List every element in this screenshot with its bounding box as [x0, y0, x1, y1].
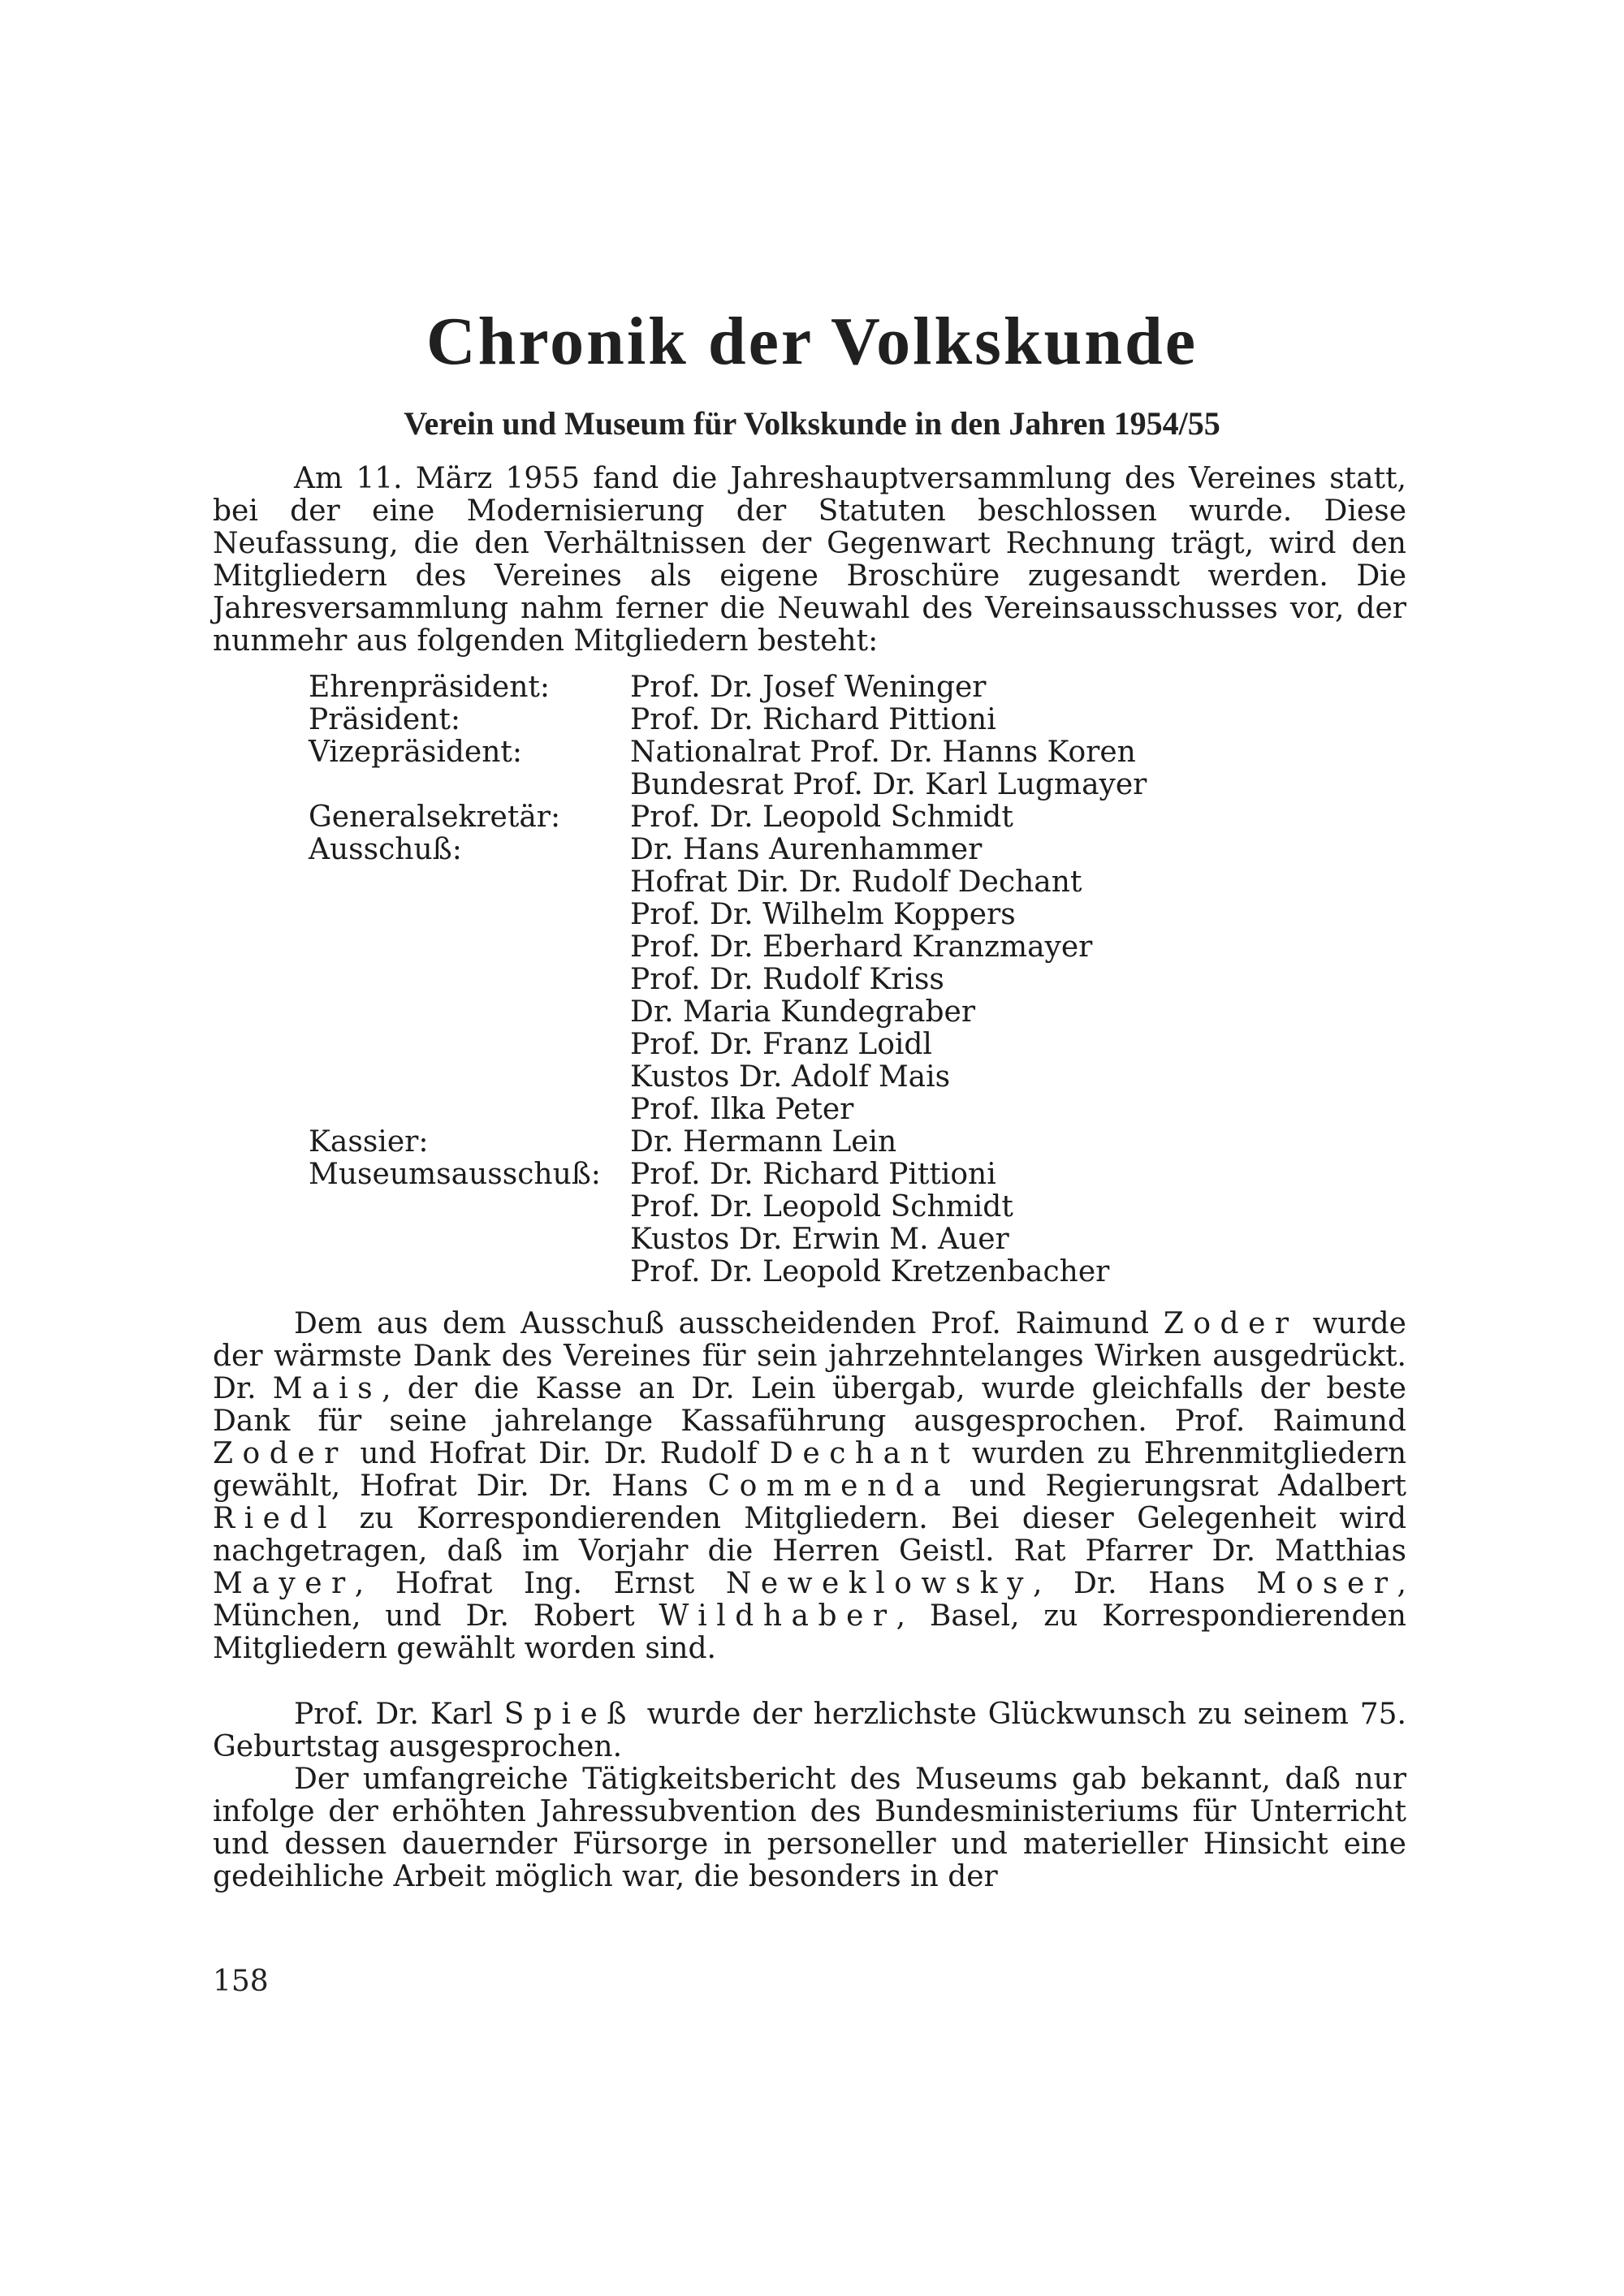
page-title: Chronik der Volkskunde	[425, 304, 1198, 379]
committee-member: Dr. Hans Aurenhammer	[630, 833, 983, 866]
text-run: Prof. Dr. Karl	[294, 1698, 504, 1731]
text-run: , Basel, zu Korrespondierenden Mitgliedern gewählt worden sind.	[213, 1599, 1406, 1665]
committee-role	[309, 1256, 630, 1288]
committee-row	[309, 834, 1405, 866]
text-run: wurde der wärmste Dank des Vereines für sein jahrzehntelanges Wirken ausgedrückt. Dr.	[213, 1307, 1406, 1405]
committee-row	[309, 1061, 1405, 1094]
spaced-name: Mayer	[213, 1567, 355, 1600]
committee-row	[309, 1126, 1405, 1159]
committee-role	[309, 769, 630, 801]
paragraph-birthday	[213, 1698, 1406, 1763]
committee-member: Prof. Dr. Leopold Schmidt	[630, 1190, 1013, 1224]
committee-row	[309, 899, 1405, 931]
committee-row	[309, 1191, 1405, 1224]
committee-role: Museumsausschuß:	[309, 1158, 601, 1191]
committee-member: Dr. Hermann Lein	[630, 1125, 897, 1159]
committee-row	[309, 1094, 1405, 1126]
committee-row	[309, 671, 1405, 704]
paragraph-meeting: Am 11. März 1955 fand die Jahreshauptversammlung des Vereines statt, bei der eine Modernisierung der Statuten beschlossen wurde. Diese Neufassung, die den Verhältnissen der Gegenwart Rechnung trägt, wird den Mitgliedern des Vereines als eigene Broschüre zugesandt werden. Die Jahresversammlung nahm ferner die Neuwahl des Vereinsausschusses vor, der nunmehr aus folgenden Mitgliedern besteht:	[213, 462, 1406, 658]
committee-member: Prof. Dr. Rudolf Kriss	[630, 963, 944, 996]
committee-member: Kustos Dr. Adolf Mais	[630, 1060, 951, 1094]
text-run: Dem aus dem Ausschuß ausscheidenden Prof. Raimund	[294, 1307, 1164, 1340]
text-run: und Regierungsrat Adalbert	[950, 1470, 1406, 1503]
committee-row	[309, 769, 1405, 801]
committee-member: Nationalrat Prof. Dr. Hanns Koren	[630, 736, 1136, 769]
committee-member: Prof. Dr. Josef Weninger	[630, 671, 987, 704]
spaced-name: Neweklowsky	[725, 1567, 1033, 1600]
text-run: zu Korrespondierenden Mitgliedern. Bei dieser Gelegenheit wird nachgetragen, daß im Vorjahr die Herren Geistl. Rat Pfarrer Dr. Matthias	[213, 1502, 1406, 1568]
spaced-name: Commenda	[707, 1470, 951, 1503]
spaced-name: Mais	[272, 1372, 382, 1405]
paragraph-honors	[213, 1308, 1406, 1665]
committee-role	[309, 964, 630, 996]
committee-member: Prof. Dr. Leopold Schmidt	[630, 801, 1013, 834]
committee-row	[309, 866, 1405, 899]
committee-row	[309, 931, 1405, 964]
spaced-name: Dechant	[770, 1437, 960, 1470]
paragraph-museum-report: Der umfangreiche Tätigkeitsbericht des Museums gab bekannt, daß nur infolge der erhöhten Jahressubvention des Bundesministeriums für Unterricht und dessen dauernder Fürsorge in personeller und materieller Hinsicht eine gedeihliche Arbeit möglich war, die besonders in der	[213, 1763, 1406, 1893]
committee-list	[309, 671, 1405, 1288]
committee-member: Prof. Dr. Richard Pittioni	[630, 1158, 996, 1191]
committee-row	[309, 1256, 1405, 1288]
committee-role	[309, 899, 630, 931]
committee-member: Dr. Maria Kundegraber	[630, 995, 976, 1029]
committee-role: Vizepräsident:	[309, 736, 522, 769]
spaced-name: Zoder	[1163, 1307, 1298, 1340]
committee-role: Präsident:	[309, 703, 461, 736]
committee-member: Hofrat Dir. Dr. Rudolf Dechant	[630, 865, 1082, 899]
spaced-name: Riedl	[213, 1502, 337, 1535]
committee-role	[309, 996, 630, 1029]
committee-row	[309, 1224, 1405, 1256]
committee-member: Bundesrat Prof. Dr. Karl Lugmayer	[630, 768, 1147, 801]
committee-role: Generalsekretär:	[309, 801, 561, 834]
committee-row	[309, 736, 1405, 769]
text-run: , München, und Dr. Robert	[213, 1567, 1406, 1633]
committee-row	[309, 1029, 1405, 1061]
committee-row	[309, 704, 1405, 736]
committee-role	[309, 1191, 630, 1224]
committee-row	[309, 996, 1405, 1029]
text-run: wurden zu Ehrenmitgliedern gewählt, Hofrat Dir. Dr. Hans	[213, 1437, 1406, 1503]
committee-role: Ausschuß:	[309, 833, 462, 866]
committee-role: Ehrenpräsident:	[309, 671, 550, 704]
spaced-name: Spieß	[503, 1698, 636, 1731]
committee-row	[309, 801, 1405, 834]
text-run: , der die Kasse an Dr. Lein übergab, wurde gleichfalls der beste Dank für seine jahrelange Kassaführung ausgesprochen. Prof. Raimund	[213, 1372, 1406, 1438]
committee-row	[309, 1159, 1405, 1191]
spaced-name: Moser	[1256, 1567, 1397, 1600]
committee-role	[309, 931, 630, 964]
text-run: , Hofrat Ing. Ernst	[354, 1567, 726, 1600]
committee-role	[309, 1094, 630, 1126]
committee-member: Prof. Dr. Eberhard Kranzmayer	[630, 930, 1093, 964]
text-run: und Hofrat Dir. Dr. Rudolf	[347, 1437, 771, 1470]
committee-role	[309, 1061, 630, 1094]
text-run: , Dr. Hans	[1032, 1567, 1257, 1600]
committee-role: Kassier:	[309, 1125, 429, 1159]
committee-member: Prof. Dr. Richard Pittioni	[630, 703, 996, 736]
spaced-name: Zoder	[213, 1437, 348, 1470]
committee-member: Prof. Dr. Franz Loidl	[630, 1028, 932, 1061]
committee-role	[309, 1224, 630, 1256]
committee-role	[309, 866, 630, 899]
page-subtitle: Verein und Museum für Volkskunde in den Jahren 1954/55	[404, 405, 1220, 442]
committee-member: Prof. Dr. Leopold Kretzenbacher	[630, 1255, 1110, 1288]
committee-member: Prof. Ilka Peter	[630, 1093, 854, 1126]
page-number: 158	[213, 1965, 269, 1998]
committee-row	[309, 964, 1405, 996]
committee-role	[309, 1029, 630, 1061]
committee-member: Kustos Dr. Erwin M. Auer	[630, 1223, 1009, 1256]
committee-member: Prof. Dr. Wilhelm Koppers	[630, 898, 1016, 931]
text-run: wurde der herzlichste Glückwunsch zu seinem 75. Geburtstag ausgesprochen.	[213, 1698, 1407, 1763]
spaced-name: Wildhaber	[659, 1599, 896, 1633]
